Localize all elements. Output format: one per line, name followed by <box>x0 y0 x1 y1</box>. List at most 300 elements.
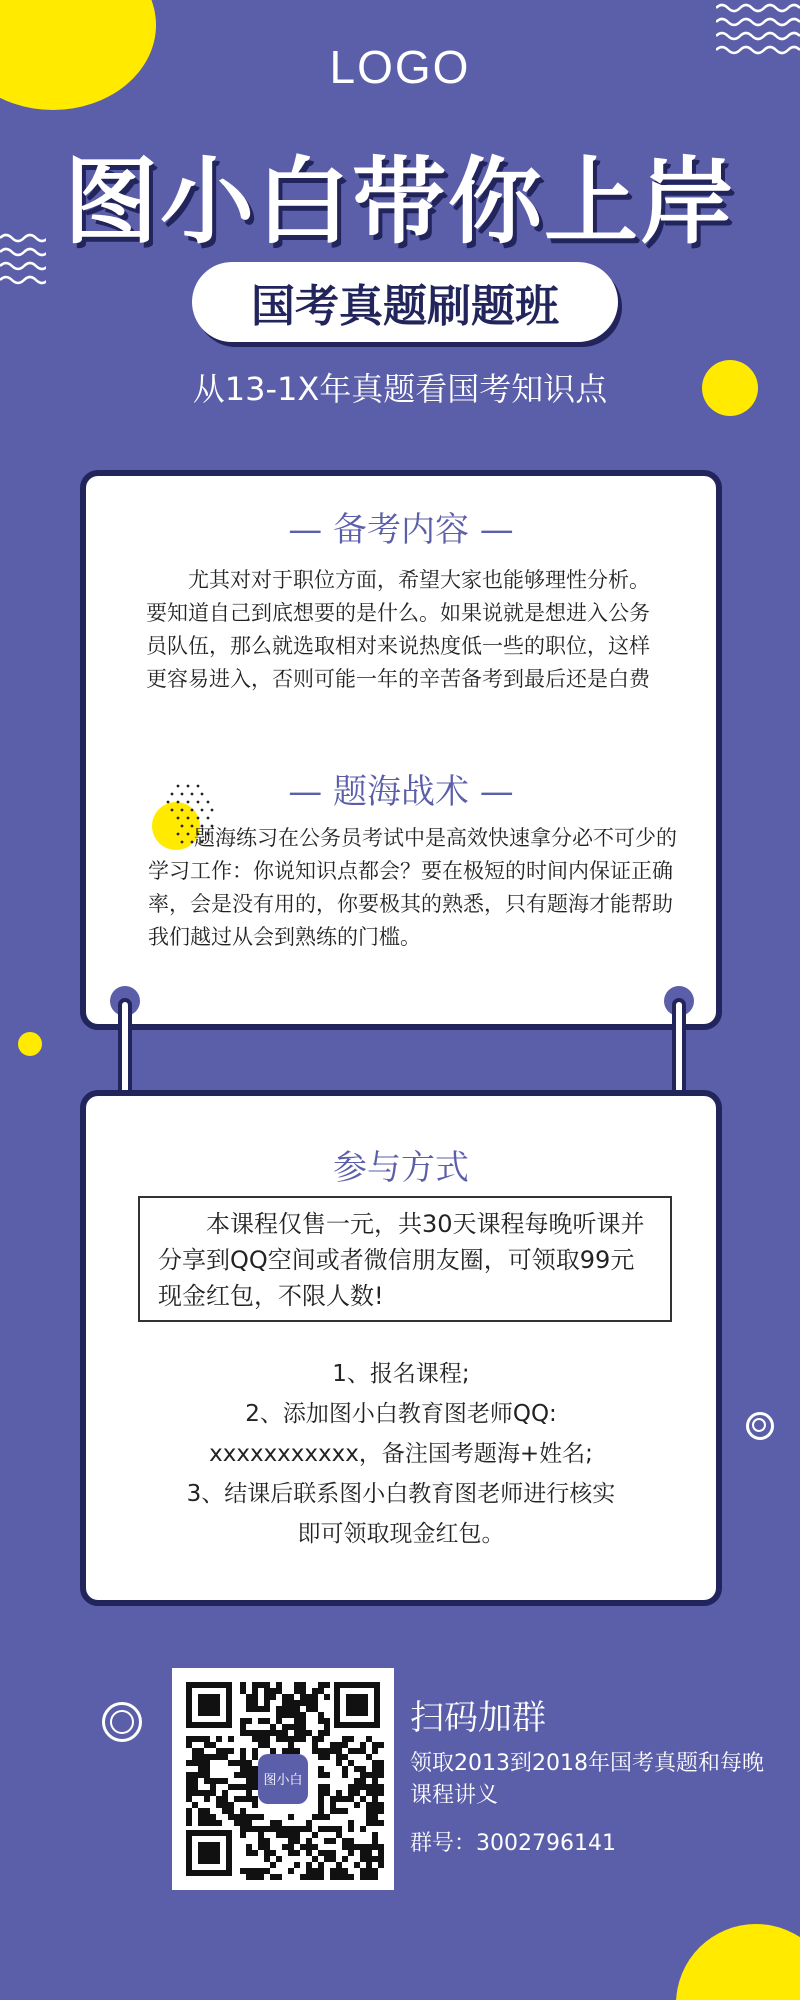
qr-module <box>240 1766 246 1772</box>
qr-module <box>276 1712 282 1718</box>
qr-module <box>312 1742 318 1748</box>
qr-module <box>318 1730 324 1736</box>
qr-module <box>372 1760 378 1766</box>
qr-module <box>372 1844 378 1850</box>
qr-module <box>294 1700 300 1706</box>
qr-module <box>234 1784 240 1790</box>
step-item: 1、报名课程; <box>332 1361 470 1387</box>
qr-module <box>204 1736 210 1742</box>
qr-module <box>246 1820 252 1826</box>
qr-module <box>252 1736 258 1742</box>
qr-module <box>336 1862 342 1868</box>
qr-module <box>264 1730 270 1736</box>
qr-module <box>288 1694 294 1700</box>
prep-content-card <box>80 470 722 1030</box>
qr-module <box>270 1862 276 1868</box>
qr-module <box>360 1742 366 1748</box>
headline: 图小白带你上岸 <box>63 148 736 257</box>
qr-module <box>306 1826 312 1832</box>
qr-module <box>234 1820 240 1826</box>
qr-module <box>222 1808 228 1814</box>
qr-module <box>264 1850 270 1856</box>
qr-module <box>294 1850 300 1856</box>
qr-module <box>366 1754 372 1760</box>
qr-module <box>306 1868 312 1874</box>
qr-module <box>252 1772 258 1778</box>
qr-module <box>288 1736 294 1742</box>
qr-module <box>372 1808 378 1814</box>
ring-decoration-right <box>746 1412 774 1440</box>
qr-module <box>252 1850 258 1856</box>
qr-module <box>318 1808 324 1814</box>
qr-module <box>288 1706 294 1712</box>
qr-module <box>270 1730 276 1736</box>
qr-module <box>312 1688 318 1694</box>
qr-module <box>354 1748 360 1754</box>
qr-module <box>378 1802 384 1808</box>
qr-module <box>378 1790 384 1796</box>
qr-module <box>282 1712 288 1718</box>
qr-module <box>342 1874 348 1880</box>
qr-module <box>186 1772 192 1778</box>
qr-module <box>246 1874 252 1880</box>
qr-module <box>324 1724 330 1730</box>
qr-module <box>378 1784 384 1790</box>
qr-module <box>330 1874 336 1880</box>
qr-module <box>318 1712 324 1718</box>
section-text-tactics: 题海练习在公务员考试中是高效快速拿分必不可少的学习工作：你说知识点都会？要在极短的时间内保证正确率，会是没有用的，你要极其的熟悉，只有题海才能帮助我们越过从会到熟练的门槛。 <box>148 826 677 949</box>
qr-module <box>318 1718 324 1724</box>
qr-module <box>240 1682 246 1688</box>
qr-module <box>204 1766 210 1772</box>
qr-module <box>198 1754 204 1760</box>
qr-module <box>210 1742 216 1748</box>
qr-module <box>204 1790 210 1796</box>
step-item: 3、结课后联系图小白教育图老师进行核实 <box>186 1481 616 1507</box>
qr-module <box>264 1826 270 1832</box>
qr-module <box>246 1844 252 1850</box>
qr-module <box>264 1844 270 1850</box>
qr-module <box>342 1838 348 1844</box>
qr-module <box>198 1748 204 1754</box>
qr-module <box>306 1850 312 1856</box>
qr-module <box>222 1754 228 1760</box>
qr-module <box>270 1748 276 1754</box>
qr-module <box>318 1796 324 1802</box>
qr-module <box>324 1682 330 1688</box>
qr-module <box>222 1778 228 1784</box>
qr-module <box>306 1844 312 1850</box>
subtitle: 从13-1X年真题看国考知识点 <box>192 370 608 408</box>
qr-module <box>372 1766 378 1772</box>
qr-module <box>318 1874 324 1880</box>
qr-module <box>342 1808 348 1814</box>
qr-module <box>228 1748 234 1754</box>
qr-module <box>264 1682 270 1688</box>
qr-module <box>258 1730 264 1736</box>
qr-module <box>360 1874 366 1880</box>
qr-module <box>366 1772 372 1778</box>
qr-module <box>330 1868 336 1874</box>
qr-module <box>378 1772 384 1778</box>
qr-module <box>366 1814 372 1820</box>
qr-module <box>186 1796 192 1802</box>
steps-list <box>86 1354 716 1554</box>
qr-module <box>342 1754 348 1760</box>
qr-module <box>354 1778 360 1784</box>
qr-module <box>210 1790 216 1796</box>
qr-module <box>366 1802 372 1808</box>
qr-module <box>264 1700 270 1706</box>
qr-module <box>246 1796 252 1802</box>
qr-module <box>210 1754 216 1760</box>
qr-module <box>198 1808 204 1814</box>
qr-module <box>246 1772 252 1778</box>
qr-module <box>198 1790 204 1796</box>
qr-module <box>306 1700 312 1706</box>
qr-module <box>300 1826 306 1832</box>
section-title-prep: — 备考内容 — <box>288 510 514 550</box>
qr-module <box>216 1802 222 1808</box>
qr-module <box>372 1772 378 1778</box>
qr-module <box>204 1754 210 1760</box>
qr-module <box>258 1682 264 1688</box>
qr-module <box>336 1754 342 1760</box>
qr-module <box>348 1850 354 1856</box>
qr-module <box>192 1784 198 1790</box>
qr-module <box>324 1772 330 1778</box>
qr-module <box>294 1688 300 1694</box>
qr-module <box>252 1826 258 1832</box>
qr-module <box>342 1796 348 1802</box>
qr-center-label: 图小白 <box>263 1773 303 1788</box>
qr-module <box>210 1778 216 1784</box>
qr-module <box>228 1760 234 1766</box>
qr-module <box>306 1706 312 1712</box>
qr-module <box>288 1844 294 1850</box>
qr-module <box>366 1856 372 1862</box>
qr-code-pattern <box>172 1668 394 1890</box>
qr-module <box>252 1868 258 1874</box>
qr-module <box>372 1856 378 1862</box>
qr-module <box>282 1694 288 1700</box>
qr-module <box>282 1730 288 1736</box>
qr-module <box>288 1742 294 1748</box>
qr-module <box>372 1874 378 1880</box>
qr-module <box>276 1706 282 1712</box>
qr-module <box>288 1700 294 1706</box>
qr-module <box>240 1796 246 1802</box>
qr-module <box>342 1772 348 1778</box>
qr-module <box>372 1784 378 1790</box>
qr-module <box>294 1736 300 1742</box>
section-title-participation: 参与方式 <box>333 1148 469 1188</box>
qr-module <box>306 1730 312 1736</box>
qr-module <box>186 1820 192 1826</box>
qr-module <box>348 1748 354 1754</box>
qr-module <box>330 1748 336 1754</box>
qr-module <box>378 1820 384 1826</box>
qr-module <box>378 1808 384 1814</box>
qr-module <box>336 1826 342 1832</box>
qr-module <box>294 1838 300 1844</box>
qr-module <box>300 1700 306 1706</box>
qr-module <box>216 1820 222 1826</box>
qr-module <box>360 1778 366 1784</box>
join-title: 扫码加群 <box>410 1698 546 1738</box>
qr-module <box>240 1718 246 1724</box>
qr-module <box>360 1826 366 1832</box>
qr-module <box>378 1766 384 1772</box>
qr-module <box>336 1808 342 1814</box>
qr-module <box>288 1814 294 1820</box>
step-item: 即可领取现金红包。 <box>297 1521 505 1547</box>
qr-module <box>324 1838 330 1844</box>
step-item: 2、添加图小白教育图老师QQ: <box>245 1401 557 1427</box>
qr-module <box>192 1772 198 1778</box>
qr-module <box>240 1748 246 1754</box>
qr-module <box>366 1874 372 1880</box>
qr-module <box>312 1844 318 1850</box>
qr-module <box>306 1862 312 1868</box>
offer-text: 本课程仅售一元，共30天课程每晚听课并分享到QQ空间或者微信朋友圈，可领取99元现金红包，不限人数! <box>158 1210 645 1310</box>
qr-module <box>240 1784 246 1790</box>
qr-module <box>198 1814 204 1820</box>
qr-module <box>354 1862 360 1868</box>
qr-module <box>360 1748 366 1754</box>
qr-module <box>348 1796 354 1802</box>
qr-module <box>228 1808 234 1814</box>
qr-module <box>354 1844 360 1850</box>
qr-module <box>234 1760 240 1766</box>
qr-module <box>210 1784 216 1790</box>
qr-module <box>300 1730 306 1736</box>
qr-module <box>270 1850 276 1856</box>
qr-module <box>300 1688 306 1694</box>
qr-module <box>264 1868 270 1874</box>
qr-module <box>336 1796 342 1802</box>
qr-module <box>294 1826 300 1832</box>
qr-module <box>348 1826 354 1832</box>
qr-module <box>222 1748 228 1754</box>
qr-module <box>300 1844 306 1850</box>
qr-module <box>186 1742 192 1748</box>
qr-module <box>360 1868 366 1874</box>
qr-module <box>336 1874 342 1880</box>
qr-module <box>276 1856 282 1862</box>
qr-module <box>366 1850 372 1856</box>
qr-module <box>366 1862 372 1868</box>
qr-module <box>252 1688 258 1694</box>
qr-module <box>234 1814 240 1820</box>
qr-module <box>252 1814 258 1820</box>
yellow-circle-bottom-right <box>676 1924 800 2000</box>
qr-module <box>252 1730 258 1736</box>
qr-module <box>324 1694 330 1700</box>
qr-module <box>252 1754 258 1760</box>
qr-module <box>366 1868 372 1874</box>
qr-module <box>318 1748 324 1754</box>
qr-module <box>270 1688 276 1694</box>
qr-module <box>318 1754 324 1760</box>
qr-module <box>342 1868 348 1874</box>
join-description: 领取2013到2018年国考真题和每晚课程讲义 <box>410 1751 764 1808</box>
qr-module <box>246 1760 252 1766</box>
qr-module <box>246 1706 252 1712</box>
qr-module <box>186 1778 192 1784</box>
qr-module <box>318 1868 324 1874</box>
qr-module <box>324 1784 330 1790</box>
qr-module <box>378 1856 384 1862</box>
qr-module <box>366 1736 372 1742</box>
qr-module <box>234 1796 240 1802</box>
qr-module <box>246 1694 252 1700</box>
qr-module <box>318 1850 324 1856</box>
qr-module <box>192 1754 198 1760</box>
qr-module <box>240 1808 246 1814</box>
qr-module <box>288 1868 294 1874</box>
qr-module <box>240 1832 246 1838</box>
qr-module <box>294 1712 300 1718</box>
qr-module <box>366 1820 372 1826</box>
qr-module <box>288 1748 294 1754</box>
qr-module <box>264 1706 270 1712</box>
qr-module <box>264 1742 270 1748</box>
qr-module <box>324 1826 330 1832</box>
qr-module <box>330 1808 336 1814</box>
qr-module <box>252 1694 258 1700</box>
qr-module <box>264 1856 270 1862</box>
qr-module <box>186 1790 192 1796</box>
qr-module <box>276 1730 282 1736</box>
qr-module <box>300 1712 306 1718</box>
qr-module <box>216 1736 222 1742</box>
qr-module <box>288 1838 294 1844</box>
qr-module <box>252 1700 258 1706</box>
qr-module <box>258 1868 264 1874</box>
qr-module <box>252 1748 258 1754</box>
qr-module <box>318 1688 324 1694</box>
qr-module <box>294 1682 300 1688</box>
qr-module <box>294 1724 300 1730</box>
qr-module <box>318 1826 324 1832</box>
qr-module <box>240 1826 246 1832</box>
qr-module <box>258 1838 264 1844</box>
qr-module <box>348 1760 354 1766</box>
qr-module <box>264 1838 270 1844</box>
qr-module <box>366 1784 372 1790</box>
qr-module <box>252 1682 258 1688</box>
qr-module <box>240 1772 246 1778</box>
qr-module <box>258 1742 264 1748</box>
qr-module <box>252 1778 258 1784</box>
qr-module <box>204 1814 210 1820</box>
qr-module <box>336 1760 342 1766</box>
yellow-dot-left <box>18 1032 42 1056</box>
qr-module <box>288 1712 294 1718</box>
qr-module <box>306 1838 312 1844</box>
qr-module <box>252 1874 258 1880</box>
qr-module <box>270 1820 276 1826</box>
qr-module <box>198 1736 204 1742</box>
qr-module <box>228 1736 234 1742</box>
qr-module <box>246 1700 252 1706</box>
qr-module <box>318 1766 324 1772</box>
qr-module <box>204 1772 210 1778</box>
qr-module <box>300 1874 306 1880</box>
qr-module <box>330 1826 336 1832</box>
qr-module <box>324 1790 330 1796</box>
qr-module <box>252 1706 258 1712</box>
course-title-pill: 国考真题刷题班 <box>192 262 618 342</box>
qr-module <box>378 1844 384 1850</box>
qr-module <box>210 1820 216 1826</box>
qr-module <box>336 1742 342 1748</box>
qr-module <box>192 1778 198 1784</box>
qr-module <box>258 1874 264 1880</box>
qr-module <box>324 1748 330 1754</box>
qr-module <box>372 1832 378 1838</box>
qr-module <box>324 1814 330 1820</box>
qr-module <box>246 1850 252 1856</box>
qr-module <box>258 1826 264 1832</box>
qr-module <box>324 1850 330 1856</box>
qr-module <box>312 1874 318 1880</box>
section-title-tactics: — 题海战术 — <box>288 772 514 812</box>
qr-module <box>192 1748 198 1754</box>
qr-module <box>318 1784 324 1790</box>
qr-module <box>348 1784 354 1790</box>
qr-module <box>288 1832 294 1838</box>
qr-module <box>270 1724 276 1730</box>
qr-module <box>312 1736 318 1742</box>
qr-module <box>300 1718 306 1724</box>
qr-module <box>192 1736 198 1742</box>
qr-code[interactable] <box>172 1668 394 1890</box>
qr-module <box>360 1850 366 1856</box>
qr-module <box>258 1814 264 1820</box>
qr-module <box>342 1742 348 1748</box>
qr-module <box>294 1748 300 1754</box>
qr-module <box>300 1736 306 1742</box>
qr-module <box>282 1736 288 1742</box>
qr-module <box>336 1790 342 1796</box>
qr-module <box>276 1688 282 1694</box>
qr-module <box>372 1802 378 1808</box>
qr-module <box>372 1868 378 1874</box>
qr-module <box>198 1766 204 1772</box>
qr-module <box>378 1862 384 1868</box>
qr-module <box>348 1820 354 1826</box>
qr-module <box>378 1760 384 1766</box>
qr-module <box>330 1802 336 1808</box>
qr-module <box>276 1832 282 1838</box>
section-text-prep: 尤其对对于职位方面，希望大家也能够理性分析。要知道自己到底想要的是什么。如果说就是想进入公务员队伍，那么就选取相对来说热度低一些的职位，这样更容易进入，否则可能一年的辛苦备考到最后还是白费 <box>146 568 650 691</box>
qr-module <box>372 1820 378 1826</box>
step-item: xxxxxxxxxxx，备注国考题海+姓名; <box>209 1441 593 1467</box>
qr-module <box>192 1802 198 1808</box>
qr-module <box>366 1790 372 1796</box>
qr-module <box>276 1718 282 1724</box>
qr-module <box>234 1772 240 1778</box>
qr-module <box>318 1790 324 1796</box>
qr-module <box>186 1736 192 1742</box>
qr-module <box>216 1754 222 1760</box>
qr-module <box>276 1820 282 1826</box>
qr-module <box>288 1850 294 1856</box>
qr-module <box>240 1724 246 1730</box>
qr-module <box>258 1718 264 1724</box>
